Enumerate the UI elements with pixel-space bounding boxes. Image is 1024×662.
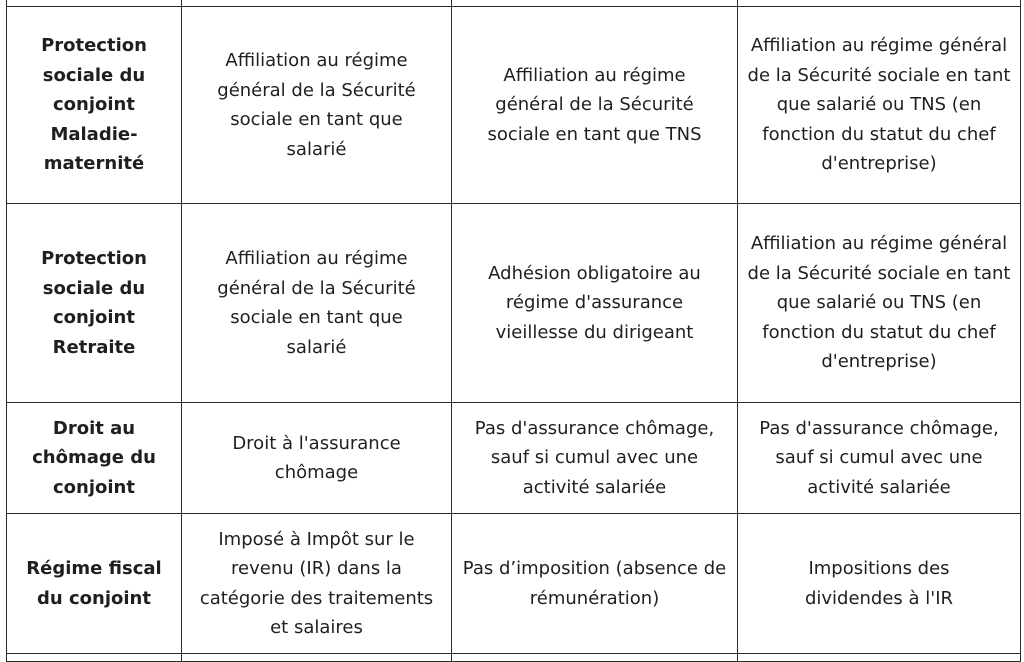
cell-text: Pas d’imposition (absence de rémunération): [462, 558, 727, 609]
table-cell: [738, 514, 1021, 654]
row-header-cell: [7, 514, 182, 654]
table-cell: [452, 654, 738, 662]
comparison-table: [6, 0, 1021, 662]
cell-text: Affiliation au régime général de la Sécurité sociale en tant que salarié ou TNS (en fonction du statut du chef d'entreprise): [747, 35, 1011, 175]
cell-text: Affiliation au régime général de la Sécurité sociale en tant que salarié ou TNS (en fonction du statut du chef d'entreprise): [747, 233, 1011, 373]
table-row-regime-fiscal: [7, 514, 1021, 654]
table-cell: [452, 403, 738, 514]
cell-text: Affiliation au régime général de la Sécurité sociale en tant que salarié: [217, 248, 416, 358]
row-header-cell: [7, 403, 182, 514]
cell-text: Affiliation au régime général de la Sécurité sociale en tant que salarié: [217, 50, 416, 160]
row-header-text: Régime fiscal du conjoint: [26, 558, 162, 609]
table-cell: [182, 654, 452, 662]
table-cell: [182, 7, 452, 204]
cell-text: Impositions des dividendes à l'IR: [804, 558, 954, 609]
cell-text: Imposé à Impôt sur le revenu (IR) dans la catégorie des traitements et salaires: [199, 528, 434, 638]
row-header-cell: [7, 204, 182, 403]
row-header-cell: [7, 7, 182, 204]
row-header-text: Droit au chômage du conjoint: [32, 417, 156, 498]
row-header-text: Protection sociale du conjoint Maladie-maternité: [41, 35, 147, 175]
table-cell: [182, 514, 452, 654]
cell-text: Droit à l'assurance chômage: [232, 432, 401, 483]
table-row-bottom-partial: [7, 654, 1021, 662]
table-row-maladie-maternite: [7, 7, 1021, 204]
cell-text: Pas d'assurance chômage, sauf si cumul avec une activité salariée: [759, 417, 999, 498]
table-cell: [452, 204, 738, 403]
table-cell: [738, 7, 1021, 204]
cell-text: Pas d'assurance chômage, sauf si cumul avec une activité salariée: [474, 417, 715, 498]
cell-text: Adhésion obligatoire au régime d'assurance vieillesse du dirigeant: [488, 262, 701, 343]
table-cell: [738, 403, 1021, 514]
table-cell: [452, 514, 738, 654]
row-header-text: Protection sociale du conjoint Retraite: [41, 248, 147, 358]
cell-text: Affiliation au régime général de la Sécurité sociale en tant que TNS: [487, 64, 702, 145]
row-header-cell: [7, 654, 182, 662]
table-row-retraite: [7, 204, 1021, 403]
table-cell: [182, 204, 452, 403]
table-cell: [182, 403, 452, 514]
table-cell: [738, 204, 1021, 403]
table-row-chomage: [7, 403, 1021, 514]
table-cell: [738, 654, 1021, 662]
table-cell: [452, 7, 738, 204]
